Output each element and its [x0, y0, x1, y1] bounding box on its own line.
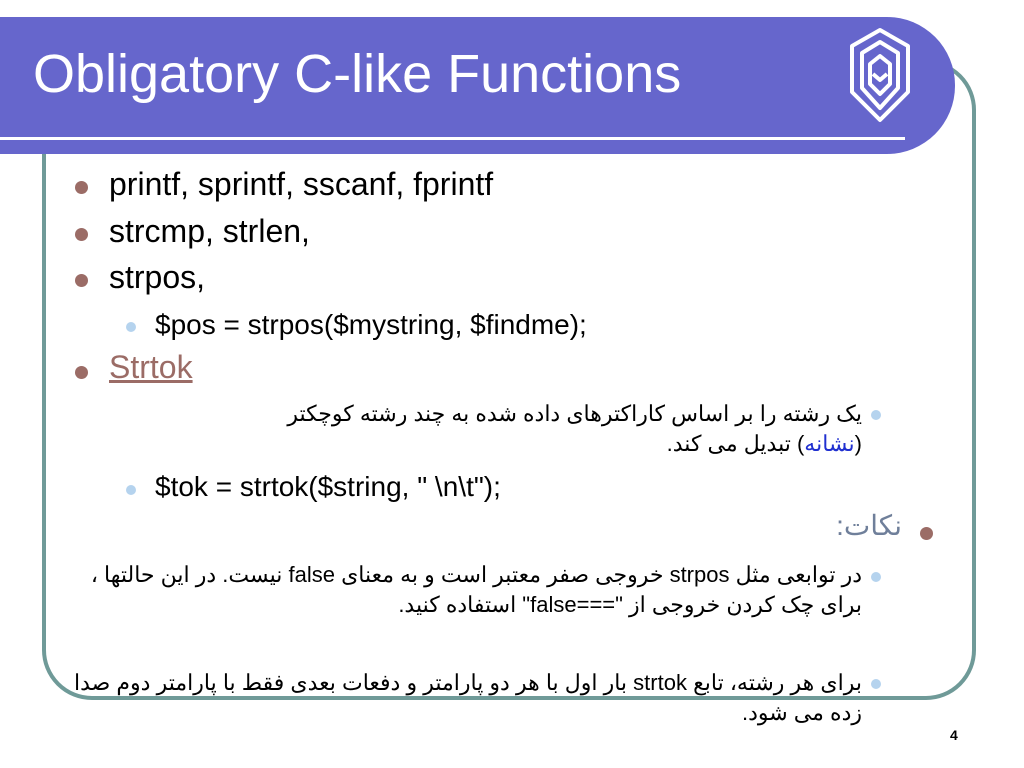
- bullet-dot: [75, 366, 88, 379]
- sub-bullet-text-fa: [132, 399, 862, 459]
- bullet-text: printf, sprintf, sscanf, fprintf: [109, 166, 494, 202]
- sub-bullet-dot: [871, 410, 881, 420]
- bullet-dot: [920, 527, 933, 540]
- paren-open: (: [854, 431, 862, 456]
- bullet-dot: [75, 228, 88, 241]
- sub-bullet-text-fa-line1: یک رشته را بر اساس کاراکترهای داده شده به چند رشته کوچکتر: [287, 401, 862, 426]
- sub-bullet-text: $pos = strpos($mystring, $findme);: [155, 309, 587, 340]
- sub-bullet-text-fa-line2: [132, 429, 862, 459]
- sub-bullet-dot: [871, 572, 881, 582]
- paren-close: ): [796, 431, 805, 456]
- bullet-dot: [75, 181, 88, 194]
- notes-heading: نکات:: [836, 510, 902, 541]
- sub-bullet-text: $tok = strtok($string, " \n\t");: [155, 471, 501, 502]
- bullet-text: strcmp, strlen,: [109, 213, 310, 249]
- note-text: برای هر رشته، تابع strtok بار اول با هر دو پارامتر و دفعات بعدی فقط با پارامتر دوم صدا زده می شود.: [73, 670, 862, 725]
- bullet-text: strpos,: [109, 259, 206, 295]
- note-text: در توابعی مثل strpos خروجی صفر معتبر است و به معنای false نیست. در این حالتها ، برای چک کردن خروجی از "===false" استفاده کنید.: [90, 562, 862, 617]
- sub-bullet-dot: [871, 679, 881, 689]
- university-emblem-icon: [846, 26, 914, 124]
- title-underline: [0, 137, 905, 140]
- keyword-token: نشانه: [804, 431, 855, 456]
- bullet-dot: [75, 274, 88, 287]
- slide-number: 4: [950, 727, 958, 743]
- sub-bullet-dot: [126, 322, 136, 332]
- slide-title: Obligatory C-like Functions: [33, 44, 682, 104]
- sub-bullet-dot: [126, 485, 136, 495]
- strtok-link[interactable]: Strtok: [109, 349, 193, 385]
- sub-bullet-text-fa-rest: تبدیل می کند.: [666, 431, 797, 456]
